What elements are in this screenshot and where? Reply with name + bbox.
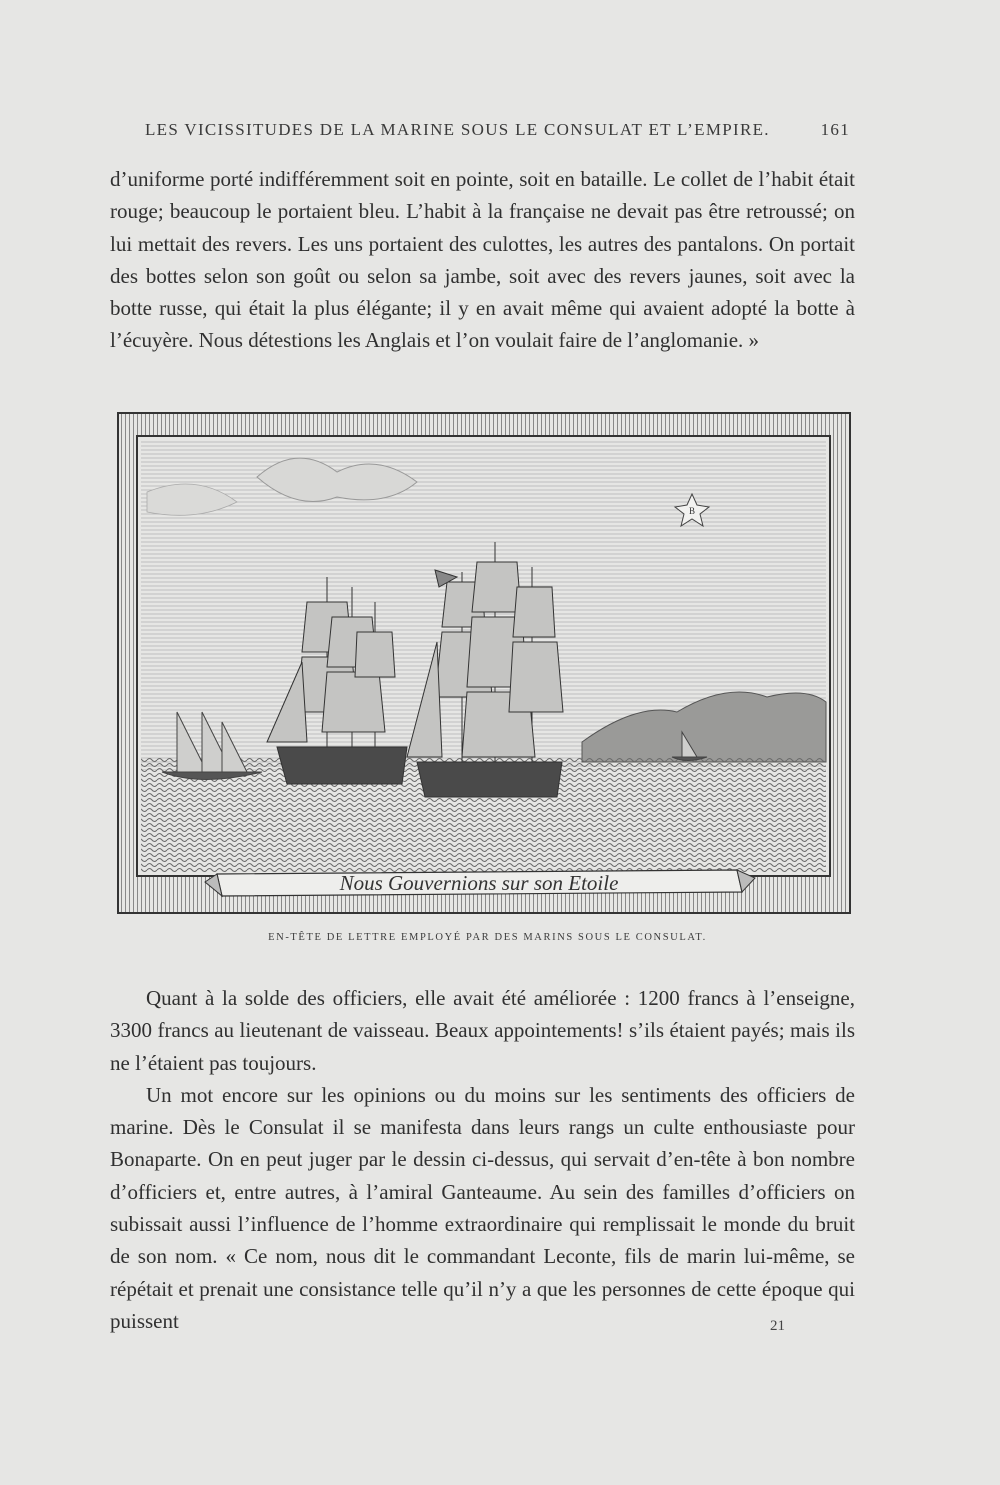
star-letter: B (688, 506, 696, 516)
ship-engraving (117, 412, 851, 914)
signature-mark: 21 (770, 1318, 785, 1334)
top-paragraph-block (110, 163, 855, 357)
banner-ribbon (205, 870, 755, 896)
paragraph-solde: Quant à la solde des officiers, elle avait été améliorée : 1200 francs à l’enseigne, 3300 francs au lieutenant de vaisseau. Beaux appointements! s’ils étaient payés; mais ils ne l’étaient pas toujours. (110, 986, 855, 1075)
banner-motto: Nous Gouvernions sur son Etoile (339, 871, 619, 895)
bottom-paragraph-block (110, 982, 855, 1337)
running-title: LES VICISSITUDES DE LA MARINE SOUS LE CONSULAT ET L’EMPIRE. (145, 120, 770, 139)
paragraph-opinions: Un mot encore sur les opinions ou du moins sur les sentiments des officiers de marine. Dès le Consulat il se manifesta dans leurs rangs un culte enthousiaste pour Bonaparte. On en peut juger par le dessin ci-dessus, qui servait d’en-tête à bon nombre d’officiers et, entre autres, à l’amiral Ganteaume. Au sein des familles d’officiers on subissait aussi l’influence de l’homme extraordinaire qui remplissait le monde du bruit de son nom. « Ce nom, nous dit le commandant Leconte, fils de marin lui-même, se répétait et prenait une consistance telle qu’il n’y a que les personnes de cette époque qui puissent (110, 1082, 855, 1333)
running-head (145, 120, 850, 140)
paragraph-top: d’uniforme porté indifféremment soit en pointe, soit en bataille. Le collet de l’habit était rouge; beaucoup le portaient bleu. L’habit à la française ne devait pas être retroussé; on lui mettait des revers. Les uns portaient des culottes, les autres des pantalons. On portait des bottes selon son goût ou selon sa jambe, soit avec des revers jaunes, soit avec la botte russe, qui était la plus élégante; il y en avait même qui avaient adopté la botte à l’écuyère. Nous détestions les Anglais et l’on voulait faire de l’anglomanie. » (110, 167, 855, 353)
page-number: 161 (820, 120, 850, 139)
figure-caption: EN-TÊTE DE LETTRE EMPLOYÉ PAR DES MARINS SOUS LE CONSULAT. (268, 932, 707, 943)
engraving-figure (117, 412, 851, 914)
